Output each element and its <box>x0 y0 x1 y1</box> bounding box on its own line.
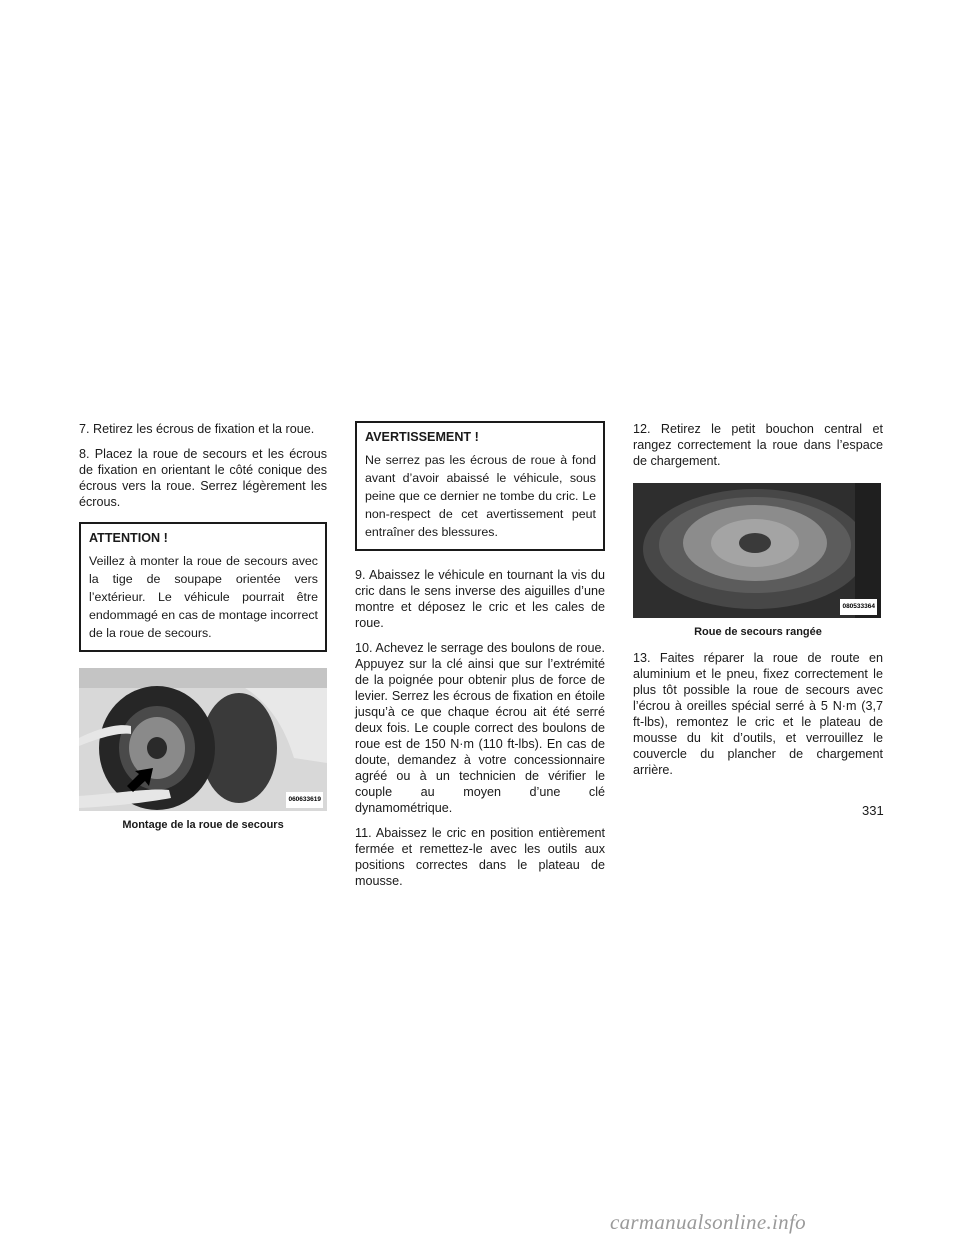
figure-code: 060633619 <box>286 792 323 808</box>
watermark: carmanualsonline.info <box>610 1210 806 1234</box>
warning-box <box>355 421 605 551</box>
step-10: 10. Achevez le serrage des boulons de roue. Appuyez sur la clé ainsi que sur l’extrémité de la poignée pour obtenir plus de force de levier. Serrez les écrous de fixation en étoile jusqu’à ce que chaque écrou ait été serré deux fois. Le couple correct des boulons de roue est de 150 N·m (110 ft-lbs). En cas de doute, demandez à votre concessionnaire agréé ou à un technicien de vérifier le couple au moyen d’une clé dynamométrique. <box>355 641 605 815</box>
wheel-mounting-illustration <box>79 668 327 811</box>
step-11: 11. Abaissez le cric en position entièrement fermée et remettez-le avec les outils aux positions correctes dans le plateau de mousse. <box>355 826 605 888</box>
figure-code: 080533364 <box>840 599 877 615</box>
spare-wheel-mounting-photo <box>79 668 327 811</box>
step-8: 8. Placez la roue de secours et les écrous de fixation en orientant le côté conique des écrous vers la roue. Serrez légèrement les écrous. <box>79 447 327 509</box>
step-7: 7. Retirez les écrous de fixation et la roue. <box>79 422 315 436</box>
page-number: 331 <box>862 803 884 818</box>
stored-wheel-illustration <box>633 483 881 618</box>
figure-caption: Montage de la roue de secours <box>122 819 284 831</box>
warning-title: AVERTISSEMENT ! <box>365 430 479 444</box>
figure-caption: Roue de secours rangée <box>694 626 822 638</box>
step-13: 13. Faites réparer la roue de route en aluminium et le pneu, fixez correctement le plus tôt possible la roue de secours avec l’écrou à oreilles spécial serré à 5 N·m (3,7 ft-lbs), remontez le cric et le plateau de mousse du kit d’outils, et verrouillez le couvercle du plancher de chargement arrière. <box>633 651 883 777</box>
attention-title: ATTENTION ! <box>89 531 168 545</box>
step-9: 9. Abaissez le véhicule en tournant la vis du cric dans le sens inverse des aiguilles d’une montre et déposez le cric et les cales de roue. <box>355 568 605 630</box>
attention-box <box>79 522 327 652</box>
column-3 <box>633 421 883 787</box>
attention-body: Veillez à monter la roue de secours avec la tige de soupape orientée vers l’extérieur. Le véhicule pourrait être endommagé en cas de montage incorrect de la roue de secours. <box>89 554 318 640</box>
column-2 <box>355 421 605 898</box>
step-12: 12. Retirez le petit bouchon central et rangez correctement la roue dans l’espace de chargement. <box>633 422 883 468</box>
stored-spare-wheel-photo <box>633 483 881 618</box>
warning-body: Ne serrez pas les écrous de roue à fond avant d’avoir abaissé le véhicule, sous peine que ce dernier ne tombe du cric. Le non-respect de cet avertissement peut entraîner des blessures. <box>365 453 596 539</box>
column-1 <box>79 421 327 843</box>
